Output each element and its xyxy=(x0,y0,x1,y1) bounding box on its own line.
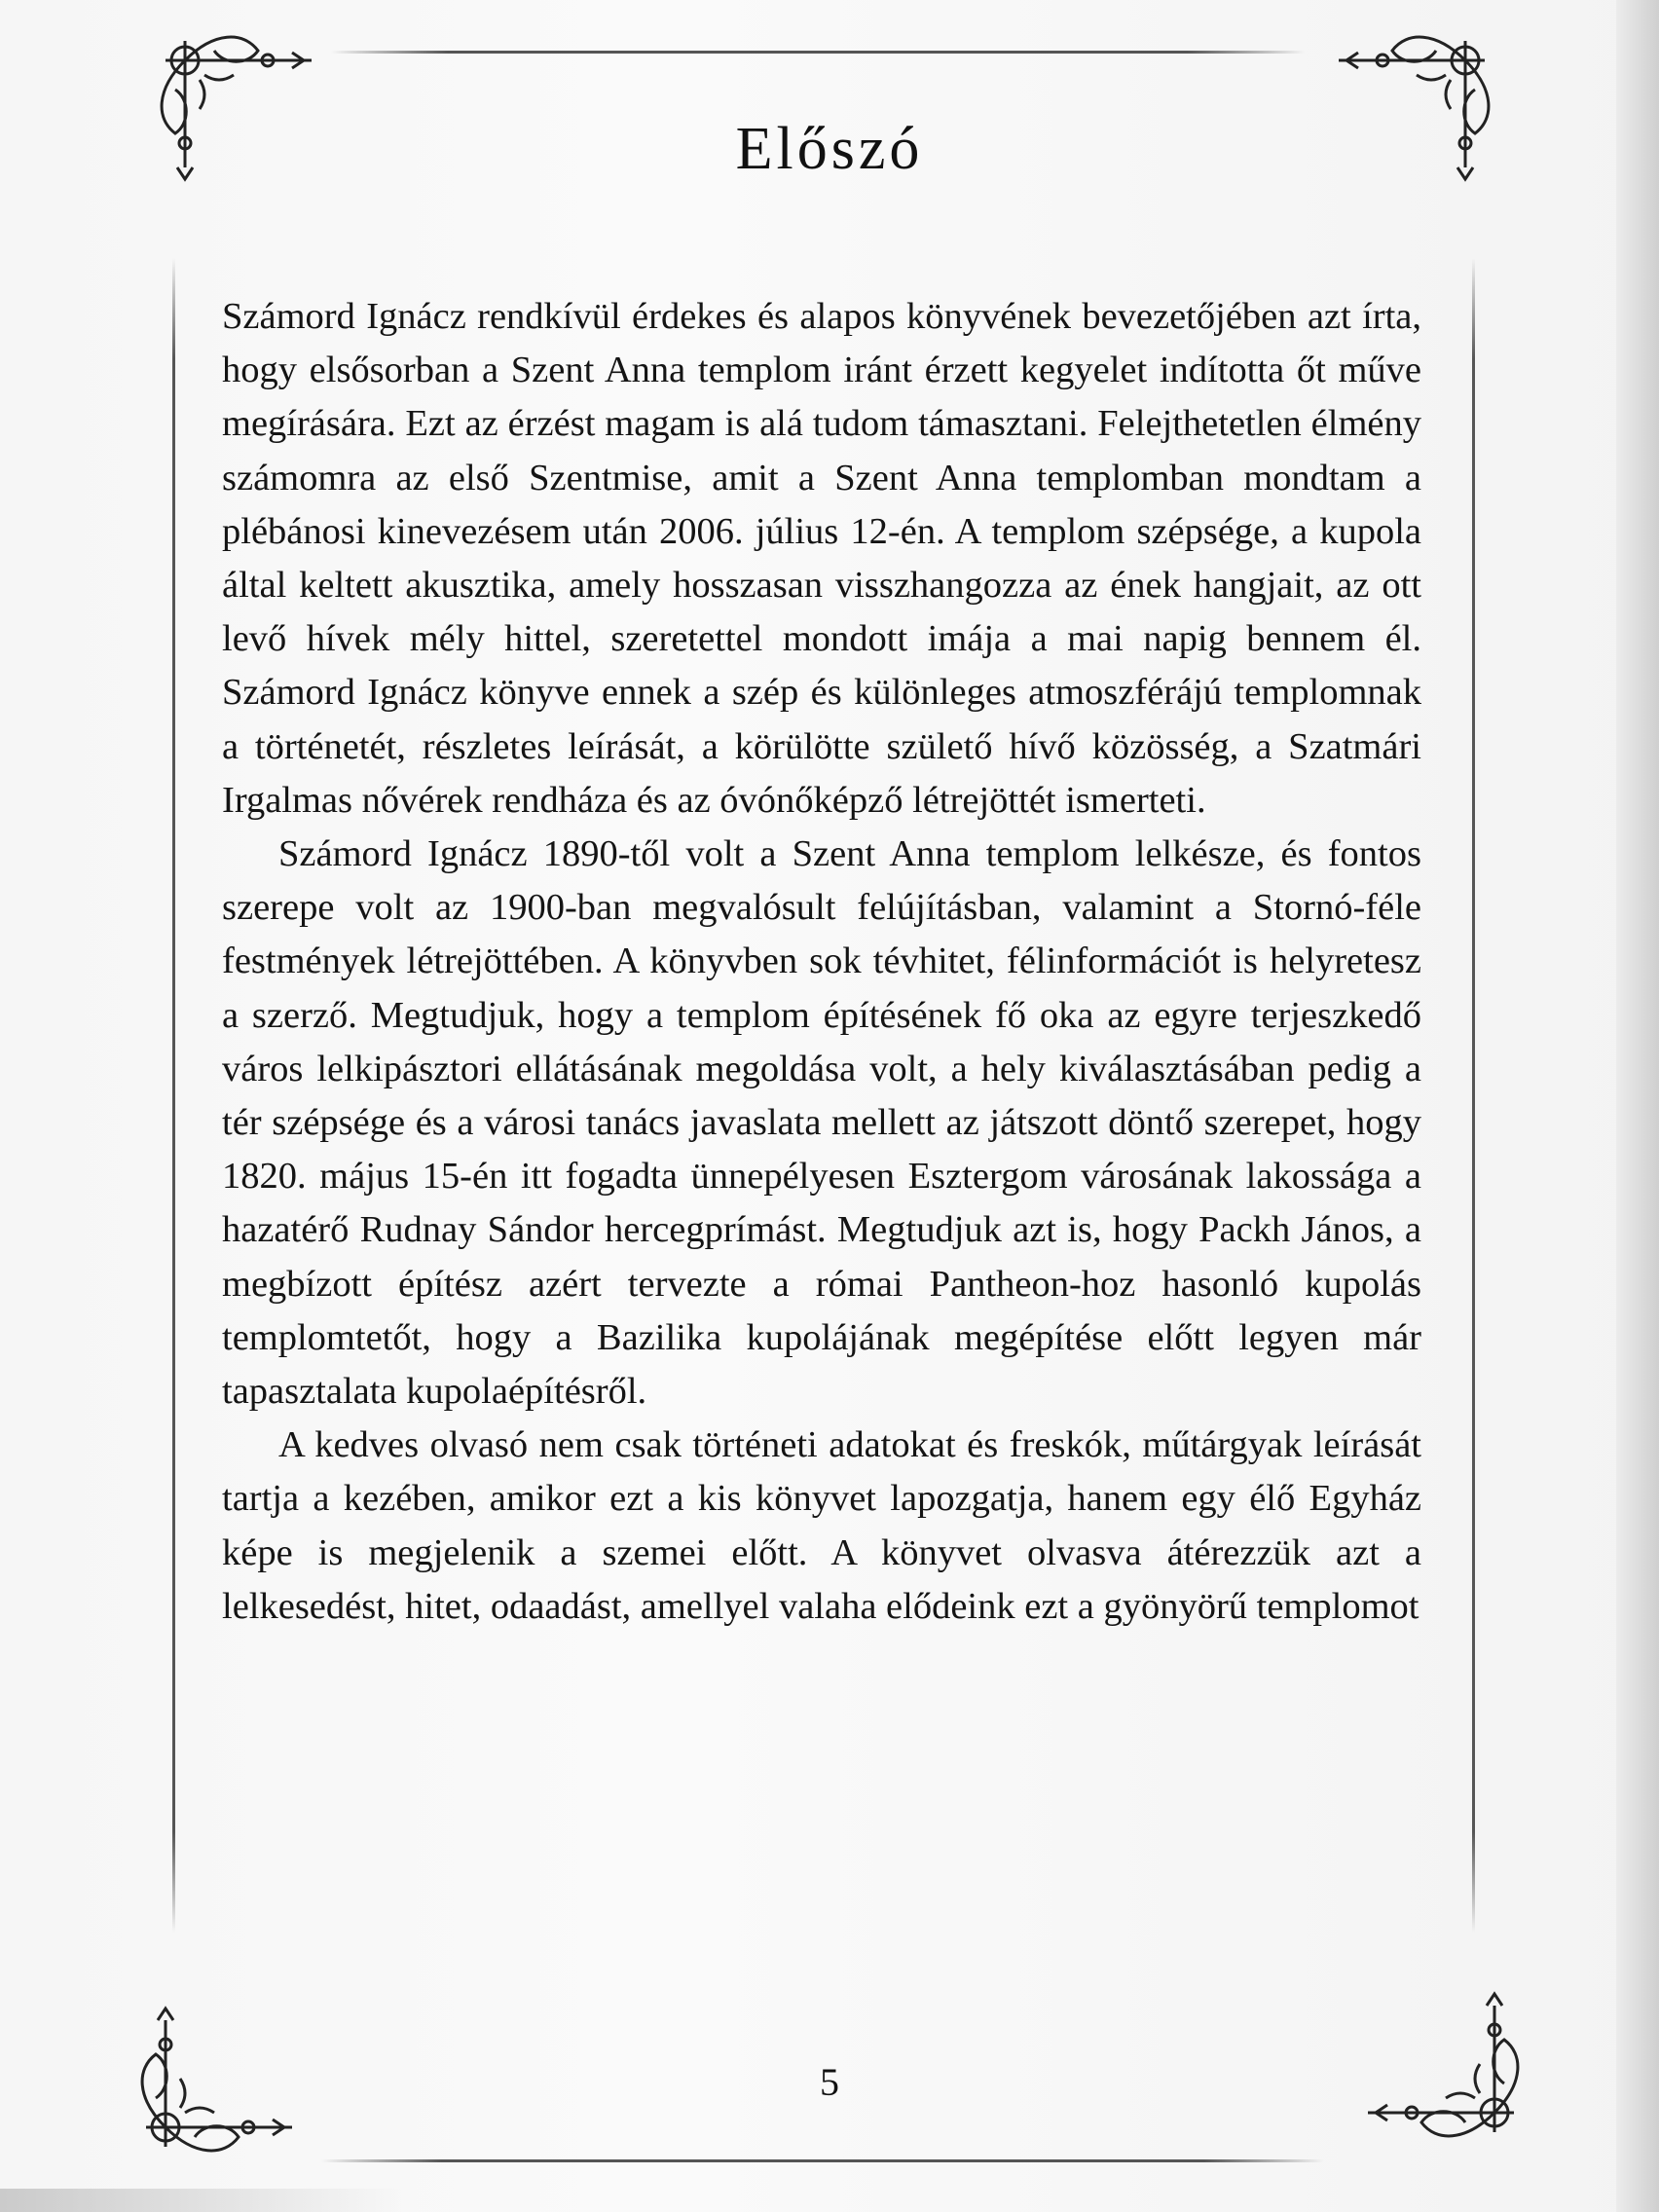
page-edge-shadow xyxy=(1616,0,1659,2212)
paragraph: A kedves olvasó nem csak történeti adatokat és freskók, műtárgyak leírását tartja a kezében, amikor ezt a kis könyvet lapozgatja, hanem egy élő Egyház képe is megjelenik a szemei előtt. A könyvet olvasva átérezzük azt a lelkesedést, hitet, odaadást, amellyel valaha elődeink ezt a gyönyörű templomot xyxy=(222,1424,1421,1627)
page-title: Előszó xyxy=(735,116,924,182)
frame-rule-left xyxy=(172,258,175,1933)
page-number: 5 xyxy=(820,2060,839,2104)
frame-rule-top xyxy=(331,51,1305,54)
body-text xyxy=(222,290,1421,1634)
watermark-strip xyxy=(0,2189,409,2212)
paragraph: Számord Ignácz 1890-től volt a Szent Anna templom lelkésze, és fontos szerepe volt az 1900-ban megvalósult felújításban, valamint a Stornó-féle festmények létrejöttében. A könyvben sok tévhitet, félinformációt is helyretesz a szerző. Megtudjuk, hogy a templom építésének fő oka az egyre terjeszkedő város lelkipásztori ellátásának megoldása volt, a hely kiválasztásában pedig a tér szépsége és a városi tanács javaslata mellett az játszott döntő szerepet, hogy 1820. május 15-én itt fogadta ünnepélyesen Esztergom városának lakossága a hazatérő Rudnay Sándor hercegprímást. Megtudjuk azt is, hogy Packh János, a megbízott építész azért tervezte a római Pantheon-hoz hasonló kupolás templomtetőt, hogy a Bazilika kupolájának megépítése előtt legyen már tapasztalata kupolaépítésről. xyxy=(222,833,1421,1413)
frame-rule-bottom xyxy=(321,2159,1324,2162)
frame-rule-right xyxy=(1472,258,1475,1933)
paragraph: Számord Ignácz rendkívül érdekes és alapos könyvének bevezetőjében azt írta, hogy elsősorban a Szent Anna templom iránt érzett kegyelet indította őt műve megírására. Ezt az érzést magam is alá tudom támasztani. Felejthetetlen élmény számomra az első Szentmise, amit a Szent Anna templomban mondtam a plébánosi kinevezésem után 2006. július 12-én. A templom szépsége, a kupola által keltett akusztika, amely hosszasan visszhangozza az ének hangjait, az ott levő hívek mély hittel, szeretettel mondott imája a mai napig bennem él. Számord Ignácz könyve ennek a szép és különleges atmoszférájú templomnak a történetét, részletes leírását, a körülötte születő hívő közösség, a Szatmári Irgalmas nővérek rendháza és az óvónőképző létrejöttét ismerteti. xyxy=(222,296,1421,821)
